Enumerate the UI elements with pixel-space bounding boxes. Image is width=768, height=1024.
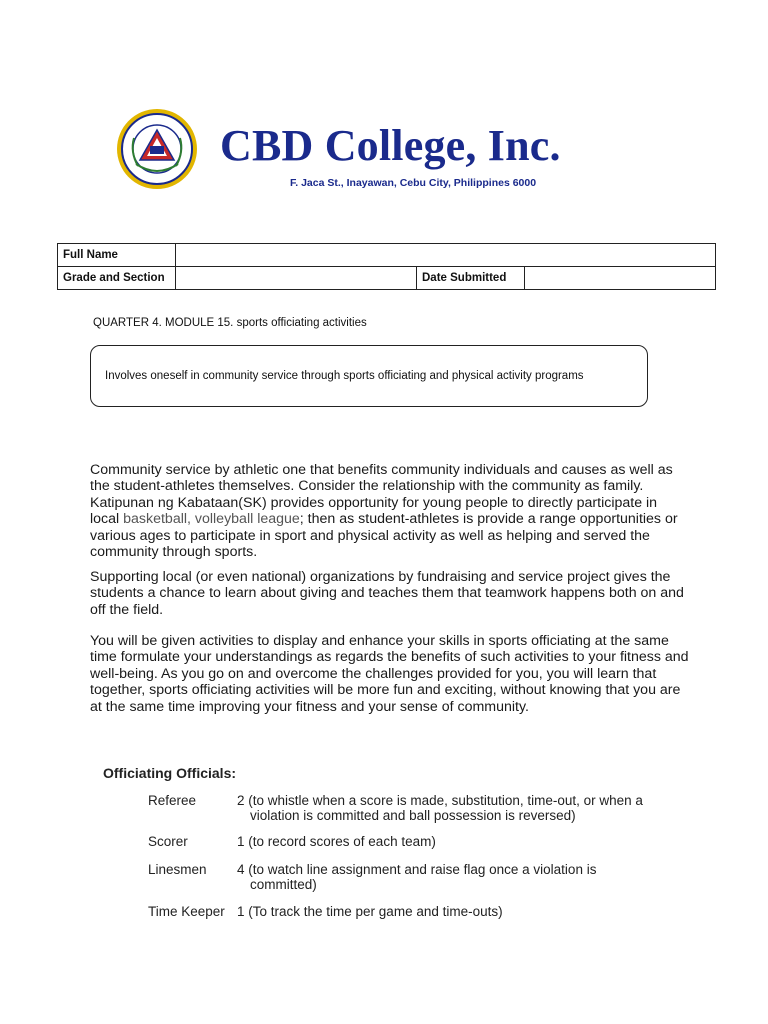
student-info-table [57, 243, 716, 290]
official-description [237, 793, 667, 823]
official-role: Linesmen [148, 862, 207, 877]
date-submitted-label: Date Submitted [417, 267, 525, 290]
college-name: CBD College, Inc. [220, 121, 561, 170]
grade-section-field[interactable] [176, 267, 417, 290]
description-line: violation is committed and ball possession is reversed) [250, 808, 576, 823]
official-role: Referee [148, 793, 197, 808]
full-name-field[interactable] [176, 244, 716, 267]
paragraph-text: Community service by athletic one that benefits community individuals and causes as well as the student-athletes themselves. Consider the relationship with the community as family. Katipunan ng Kabataan(SK) provides opportunity for young people to directly participate in local [90, 462, 673, 528]
official-description [237, 904, 667, 919]
objective-box [90, 345, 648, 407]
college-seal-icon [116, 108, 198, 190]
table-row [58, 267, 716, 290]
full-name-label: Full Name [58, 244, 176, 267]
table-row [58, 244, 716, 267]
module-title: QUARTER 4. MODULE 15. sports officiating activities [93, 317, 367, 329]
description-line: committed) [250, 877, 317, 892]
description-line: 1 (To track the time per game and time-outs) [237, 904, 503, 919]
official-role: Scorer [148, 834, 188, 849]
paragraph-supporting-organizations: Supporting local (or even national) organizations by fundraising and service project gives the students a chance to learn about giving and teaches them that teamwork happens both on and off the field. [90, 569, 684, 618]
paragraph-text: ; then as student-athletes is provide a range opportunities or various ages to participate in sport and physical activity as well as helping and served the community through sports. [90, 511, 678, 561]
paragraph-activities: You will be given activities to display and enhance your skills in sports officiating at the same time formulate your understandings as regards the benefits of such activities to your fitness and well-being. As you go on and overcome the challenges provided for you, you will learn that together, sports officiating activities will be more fun and exciting, without knowing that you are at the same time improving your fitness and your sense of community. [90, 633, 689, 715]
official-description [237, 862, 667, 892]
college-address: F. Jaca St., Inayawan, Cebu City, Philippines 6000 [290, 177, 537, 189]
official-role: Time Keeper [148, 904, 225, 919]
objective-text: Involves oneself in community service through sports officiating and physical activity programs [105, 370, 584, 382]
paragraph-community-service [90, 462, 690, 560]
officials-heading: Officiating Officials: [103, 765, 237, 781]
description-line: 1 (to record scores of each team) [237, 834, 436, 849]
grade-section-label: Grade and Section [58, 267, 176, 290]
highlighted-text: basketball, volleyball league [123, 511, 300, 528]
description-line: 2 (to whistle when a score is made, substitution, time-out, or when a [237, 793, 643, 808]
description-line: 4 (to watch line assignment and raise flag once a violation is [237, 862, 597, 877]
official-description [237, 834, 667, 849]
date-submitted-field[interactable] [525, 267, 716, 290]
